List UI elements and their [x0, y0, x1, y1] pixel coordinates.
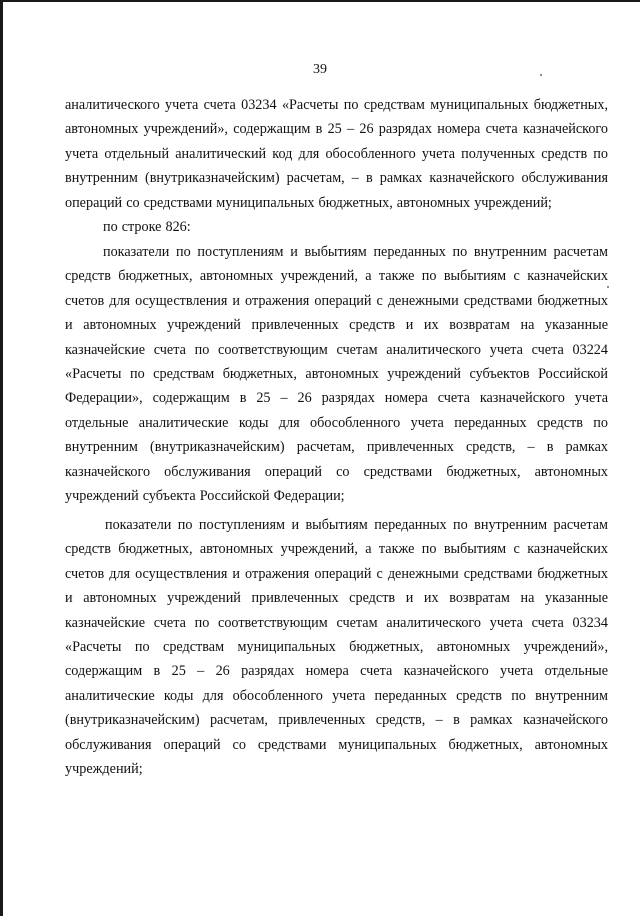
scan-edge-left — [0, 0, 3, 916]
scan-speck — [607, 286, 609, 288]
scan-edge-top — [0, 0, 640, 2]
document-body — [65, 93, 608, 782]
paragraph-indicators-subject: показатели по поступлениям и выбытиям переданных по внутренним расчетам средств бюджетных, автономных учреждений, а также по выбытиям с казначейских счетов для осуществления и отражения операций с денежными средствами бюджетных и автономных учреждений привлеченных средств и их возвратам на указанные казначейские счета по соответствующим счетам аналитического учета счета 03224 «Расчеты по средствам бюджетных, автономных учреждений субъектов Российской Федерации», содержащим в 25 – 26 разрядах номера счета казначейского учета отдельные аналитические коды для обособленного учета переданных средств по внутренним (внутриказначейским) расчетам, привлеченных средств, – в рамках казначейского обслуживания операций со средствами бюджетных, автономных учреждений субъекта Российской Федерации; — [65, 243, 608, 505]
paragraph-line-826-heading: по строке 826: — [103, 219, 191, 236]
page-number: 39 — [313, 62, 327, 77]
paragraph-continuation: аналитического учета счета 03234 «Расчеты по средствам муниципальных бюджетных, автономных учреждений», содержащим в 25 – 26 разрядах номера счета казначейского учета отдельный аналитический код для обособленного учета полученных средств по внутренним (внутриказначейским) расчетам, – в рамках казначейского обслуживания операций со средствами муниципальных бюджетных, автономных учреждений; — [65, 97, 608, 211]
paragraph-indicators-municipal: показатели по поступлениям и выбытиям переданных по внутренним расчетам средств бюджетных, автономных учреждений, а также по выбытиям с казначейских счетов для осуществления и отражения операций с денежными средствами бюджетных и автономных учреждений привлеченных средств и их возвратам на указанные казначейские счета по соответствующим счетам аналитического учета счета 03234 «Расчеты по средствам муниципальных бюджетных, автономных учреждений», содержащим в 25 – 26 разрядах номера счета казначейского учета отдельные аналитические коды для обособленного учета переданных средств по внутренним (внутриказначейским) расчетам, привлеченных средств, – в рамках казначейского обслуживания операций со средствами муниципальных бюджетных, автономных учреждений; — [65, 516, 608, 778]
scan-speck — [540, 74, 542, 76]
